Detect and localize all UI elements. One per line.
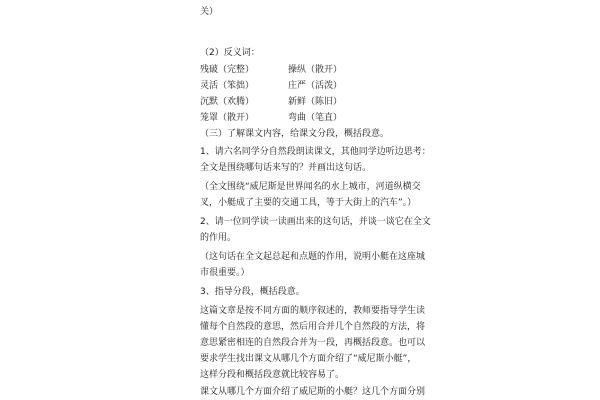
antonyms-heading: （2）反义词： [200, 48, 260, 58]
antonym-left: 残破（完整） [200, 65, 255, 75]
antonym-right: 弯曲（笔直） [288, 113, 343, 123]
section3-heading: （三）了解课文内容，给课文分段，概括段意。 [200, 129, 390, 139]
question-2-line-1: 2、请一位同学读一读画出来的这句话，并谈一谈它在全文 [200, 217, 431, 227]
antonym-left: 灵活（笨拙） [200, 81, 255, 91]
answer-1-line-2: 叉，小艇成了主要的交通工具，等于大街上的汽车”。） [200, 198, 417, 208]
paragraph-line-4: 要求学生找出课文从哪几个方面介绍了“威尼斯小艇”， [200, 354, 417, 364]
answer-2-line-1: （这句话在全文起总起和点题的作用，说明小艇在这座城 [200, 252, 426, 262]
antonym-right: 操纵（散开） [288, 65, 343, 75]
answer-2-line-2: 市很重要。） [200, 268, 250, 278]
answer-1-line-1: （全文围绕“威尼斯是世界闻名的水上城市，河道纵横交 [200, 182, 421, 192]
question-last: 课文从哪几个方面介绍了威尼斯的小艇？这几个方面分别 [200, 387, 426, 397]
antonym-right: 新鲜（陈旧） [288, 97, 343, 107]
question-2-line-2: 的作用。 [200, 233, 237, 243]
question-1-line-1: 1、请六名同学分自然段朗读课文，其他同学边听边思考： [200, 147, 431, 157]
question-1-line-2: 全文是围绕哪句话来写的？并画出这句话。 [200, 163, 372, 173]
paragraph-line-3: 意思紧密相连的自然段合并为一段，再概括段意。也可以 [200, 338, 426, 348]
paragraph-line-2: 懂每个自然段的意思，然后用合并几个自然段的方法，将 [200, 322, 426, 332]
antonym-right: 庄严（活泼） [288, 81, 343, 91]
question-3: 3、指导分段，概括段意。 [200, 287, 305, 297]
antonym-left: 沉默（欢腾） [200, 97, 255, 107]
antonym-left: 笼罩（散开） [200, 113, 255, 123]
paragraph-line-5: 这样分段和概括段意就比较容易了。 [200, 370, 345, 380]
text-fragment-top: 关） [200, 7, 219, 17]
paragraph-line-1: 这篇文章是按不同方面的顺序叙述的，教师要指导学生读 [200, 306, 426, 316]
